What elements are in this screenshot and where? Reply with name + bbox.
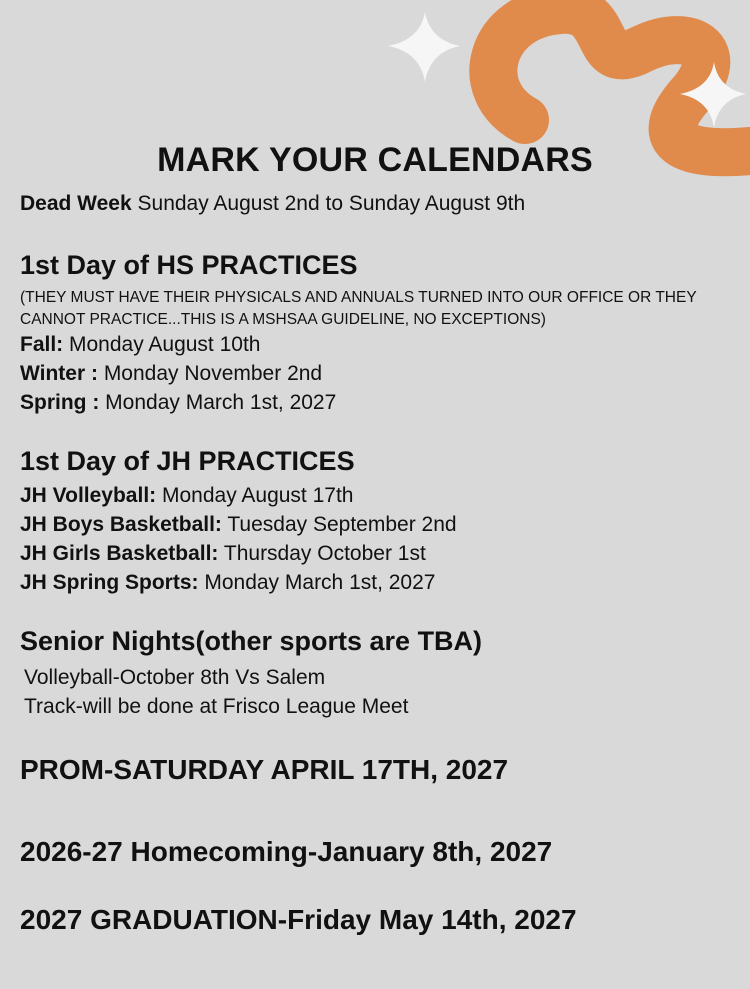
orange-squiggle-icon xyxy=(493,10,750,152)
jh-girls-basketball-date: Thursday October 1st xyxy=(218,542,426,565)
hs-note-line-1: (THEY MUST HAVE THEIR PHYSICALS AND ANNUALS TURNED INTO OUR OFFICE OR THEY xyxy=(20,289,697,306)
hs-practices-heading: 1st Day of HS PRACTICES xyxy=(20,250,358,280)
jh-volleyball-line xyxy=(20,484,353,508)
hs-winter-label: Winter : xyxy=(20,362,98,385)
jh-boys-basketball-label: JH Boys Basketball: xyxy=(20,513,222,536)
senior-nights-heading: Senior Nights(other sports are TBA) xyxy=(20,626,483,656)
jh-spring-sports-line xyxy=(20,571,435,595)
senior-track-line: Track-will be done at Frisco League Meet xyxy=(24,695,409,718)
hs-winter-line xyxy=(20,362,322,386)
hs-winter-date: Monday November 2nd xyxy=(97,362,323,385)
hs-spring-label: Spring : xyxy=(20,391,100,414)
jh-girls-basketball-line xyxy=(20,542,426,566)
hs-spring-date: Monday March 1st, 2027 xyxy=(99,391,337,414)
jh-girls-basketball-label: JH Girls Basketball: xyxy=(20,542,219,565)
hs-spring-line xyxy=(20,391,336,415)
jh-boys-basketball-line xyxy=(20,513,457,537)
page-title: MARK YOUR CALENDARS xyxy=(157,141,593,179)
sparkle-star-icon xyxy=(680,62,746,128)
graduation-line: 2027 GRADUATION-Friday May 14th, 2027 xyxy=(20,904,577,935)
jh-volleyball-date: Monday August 17th xyxy=(156,484,354,507)
homecoming-line: 2026-27 Homecoming-January 8th, 2027 xyxy=(20,836,553,867)
dead-week-line xyxy=(20,192,525,216)
dead-week-dates: Sunday August 2nd to Sunday August 9th xyxy=(131,192,526,215)
jh-volleyball-label: JH Volleyball: xyxy=(20,484,157,507)
jh-spring-sports-label: JH Spring Sports: xyxy=(20,571,199,594)
hs-note-line-2: CANNOT PRACTICE...THIS IS A MSHSAA GUIDELINE, NO EXCEPTIONS) xyxy=(20,311,546,328)
sparkle-star-icon xyxy=(388,12,460,82)
jh-practices-heading: 1st Day of JH PRACTICES xyxy=(20,446,355,476)
senior-volleyball-line: Volleyball-October 8th Vs Salem xyxy=(24,666,326,689)
hs-fall-label: Fall: xyxy=(20,333,64,356)
jh-boys-basketball-date: Tuesday September 2nd xyxy=(221,513,457,536)
jh-spring-sports-date: Monday March 1st, 2027 xyxy=(198,571,436,594)
dead-week-label: Dead Week xyxy=(20,192,132,215)
prom-line: PROM-SATURDAY APRIL 17TH, 2027 xyxy=(20,754,509,785)
hs-fall-line xyxy=(20,333,260,357)
hs-fall-date: Monday August 10th xyxy=(63,333,261,356)
